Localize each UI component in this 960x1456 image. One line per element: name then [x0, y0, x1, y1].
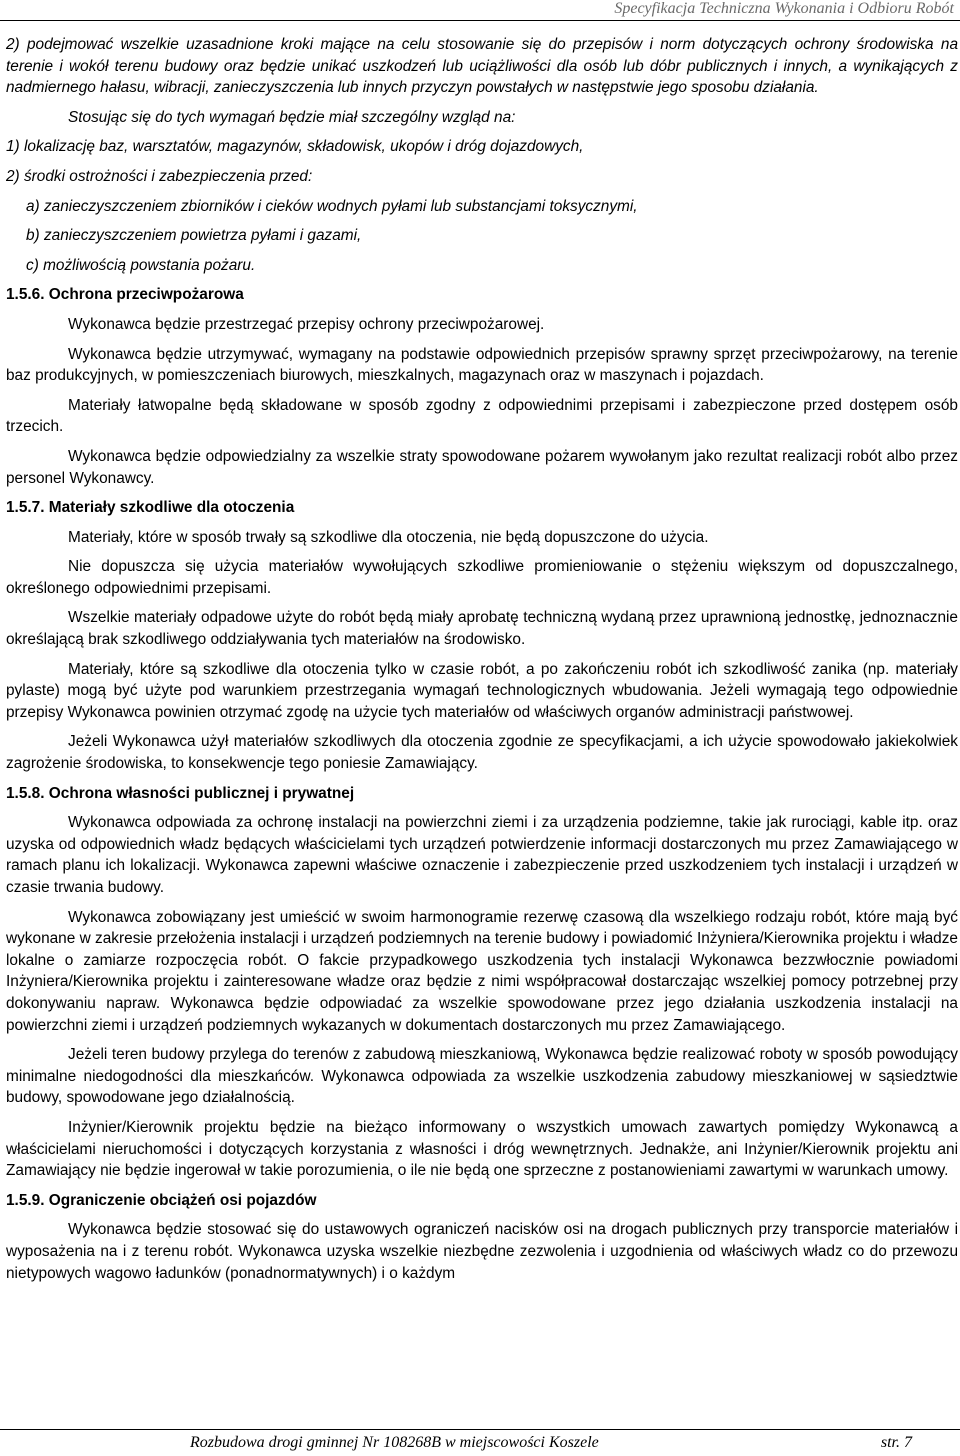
document-body [6, 34, 958, 1284]
section-heading: 1.5.8. Ochrona własności publicznej i prywatnej [6, 784, 355, 802]
page-number: str. 7 [880, 1434, 912, 1451]
section-heading: 1.5.9. Ograniczenie obciążeń osi pojazdów [6, 1191, 317, 1209]
list-item: 2) środki ostrożności i zabezpieczenia przed: [6, 167, 313, 185]
paragraph: Stosując się do tych wymagań będzie miał szczególny wzgląd na: [68, 108, 516, 126]
section-heading: 1.5.7. Materiały szkodliwe dla otoczenia [6, 499, 295, 517]
header-title: Specyfikacja Techniczna Wykonania i Odbioru Robót [614, 0, 954, 17]
paragraph: Nie dopuszcza się użycia materiałów wywołujących szkodliwe promieniowanie o stężeniu większym od dopuszczalnego, określonego odpowiednimi przepisami. [6, 558, 958, 597]
paragraph: Wykonawca będzie odpowiedzialny za wszelkie straty spowodowane pożarem wywołanym jako rezultat realizacji robót albo przez personel Wykonawcy. [6, 447, 958, 487]
paragraph: Wykonawca będzie stosować się do ustawowych ograniczeń nacisków osi na drogach publicznych przy transporcie materiałów i wyposażenia na i z terenu robót. Wykonawca uzyska wszelkie niezbędne zezwolenia i uzgodnienia od właściwych władz co do przewozu nietypowych wagowo ładunków (ponadnormatywnych) i o każdym [6, 1221, 958, 1282]
sub-list-item: b) zanieczyszczeniem powietrza pyłami i gazami, [26, 227, 362, 245]
sub-list-item: c) możliwością powstania pożaru. [26, 256, 256, 274]
paragraph: Wykonawca będzie przestrzegać przepisy ochrony przeciwpożarowej. [68, 315, 545, 333]
footer-title: Rozbudowa drogi gminnej Nr 108268B w miejscowości Koszele [190, 1434, 599, 1451]
paragraph: Wszelkie materiały odpadowe użyte do robót będą miały aprobatę techniczną wydaną przez uprawnioną jednostkę, jednoznacznie określającą brak szkodliwego oddziaływania tych materiałów na środowisko. [6, 609, 958, 649]
section-heading: 1.5.6. Ochrona przeciwpożarowa [6, 286, 244, 304]
paragraph: Materiały łatwopalne będą składowane w sposób zgodny z odpowiednimi przepisami i zabezpieczone przed dostępem osób trzecich. [6, 396, 958, 436]
list-item: 1) lokalizację baz, warsztatów, magazynów, składowisk, ukopów i dróg dojazdowych, [6, 138, 584, 156]
paragraph: Inżynier/Kierownik projektu będzie na bieżąco informowany o wszystkich umowach zawartych pomiędzy Wykonawcą a właścicielami nieruchomości i dotyczących korzystania z własności i dróg wewnętrznych. Jednakże, ani Inżynier/Kierownik projektu ani Zamawiający nie będzie ingerował w takie porozumienia, o ile nie będą one sprzeczne z postanowieniami zawartymi w warunkach umowy. [6, 1118, 958, 1180]
list-item-2-intro: 2) podejmować wszelkie uzasadnione kroki mające na celu stosowanie się do przepisów i norm dotyczących ochrony środowiska na terenie i wokół terenu budowy oraz będzie unikać uszkodzeń lub uciążliwości dla osób lub dóbr publicznych i innych, a wynikających z nadmiernego hałasu, wibracji, zanieczyszczenia lub innych przyczyn powstałych w następstwie jego sposobu działania. [6, 36, 958, 97]
paragraph: Wykonawca będzie utrzymywać, wymagany na podstawie odpowiednich przepisów sprawny sprzęt przeciwpożarowy, na terenie baz produkcyjnych, w pomieszczeniach biurowych, mieszkalnych, magazynach oraz w maszynach i pojazdach. [6, 345, 958, 385]
page-footer [0, 1429, 960, 1456]
paragraph: Wykonawca zobowiązany jest umieścić w swoim harmonogramie rezerwę czasową dla wszelkiego rodzaju robót, które mają być wykonane w zakresie przełożenia instalacji i urządzeń podziemnych na terenie budowy i powiadomić Inżyniera/Kierownika projektu i władze lokalne o zamiarze rozpoczęcia robót. O fakcie przypadkowego uszkodzenia tych instalacji Wykonawca bezzwłocznie powiadomi Inżyniera/Kierownika projektu i zainteresowane władze oraz będzie z nimi współpracował dostarczając wszelkiej pomocy potrzebnej przy dokonywaniu napraw. Wykonawca będzie odpowiadać za wszelkie spowodowane przez jego działania uszkodzenia instalacji na powierzchni ziemi i urządzeń podziemnych wykazanych w dokumentach dostarczonych mu przez Zamawiającego. [6, 908, 958, 1034]
paragraph: Materiały, które są szkodliwe dla otoczenia tylko w czasie robót, a po zakończeniu robót ich szkodliwość zanika (np. materiały pylaste) mogą być użyte pod warunkiem przestrzegania wymagań technologicznych wbudowania. Jeżeli wymagają tego odpowiednie przepisy Wykonawca powinien otrzymać zgodę na użycie tych materiałów od właściwych organów administracji państwowej. [6, 660, 958, 721]
paragraph: Jeżeli Wykonawca użył materiałów szkodliwych dla otoczenia zgodnie ze specyfikacjami, a ich użycie spowodowało jakiekolwiek zagrożenie środowiska, to konsekwencje tego poniesie Zamawiający. [6, 733, 958, 773]
sub-list-item: a) zanieczyszczeniem zbiorników i cieków wodnych pyłami lub substancjami toksycznymi, [26, 197, 638, 215]
paragraph: Jeżeli teren budowy przylega do terenów z zabudową mieszkaniową, Wykonawca będzie realizować roboty w sposób powodujący minimalne niedogodności dla mieszkańców. Wykonawca odpowiada za wszelkie uszkodzenia zabudowy mieszkaniowej w sąsiedztwie budowy, spowodowane jego działalnością. [6, 1046, 958, 1107]
paragraph: Wykonawca odpowiada za ochronę instalacji na powierzchni ziemi i za urządzenia podziemne, takie jak rurociągi, kable itp. oraz uzyska od odpowiednich władz będących właścicielami tych urządzeń potwierdzenie informacji dostarczonych mu przez Zamawiającego w ramach planu ich lokalizacji. Wykonawca zapewni właściwe oznaczenie i zabezpieczenie przed uszkodzeniem tych instalacji i urządzeń w czasie trwania budowy. [6, 814, 958, 896]
page-header [0, 0, 960, 21]
paragraph: Materiały, które w sposób trwały są szkodliwe dla otoczenia, nie będą dopuszczone do użycia. [68, 528, 709, 546]
